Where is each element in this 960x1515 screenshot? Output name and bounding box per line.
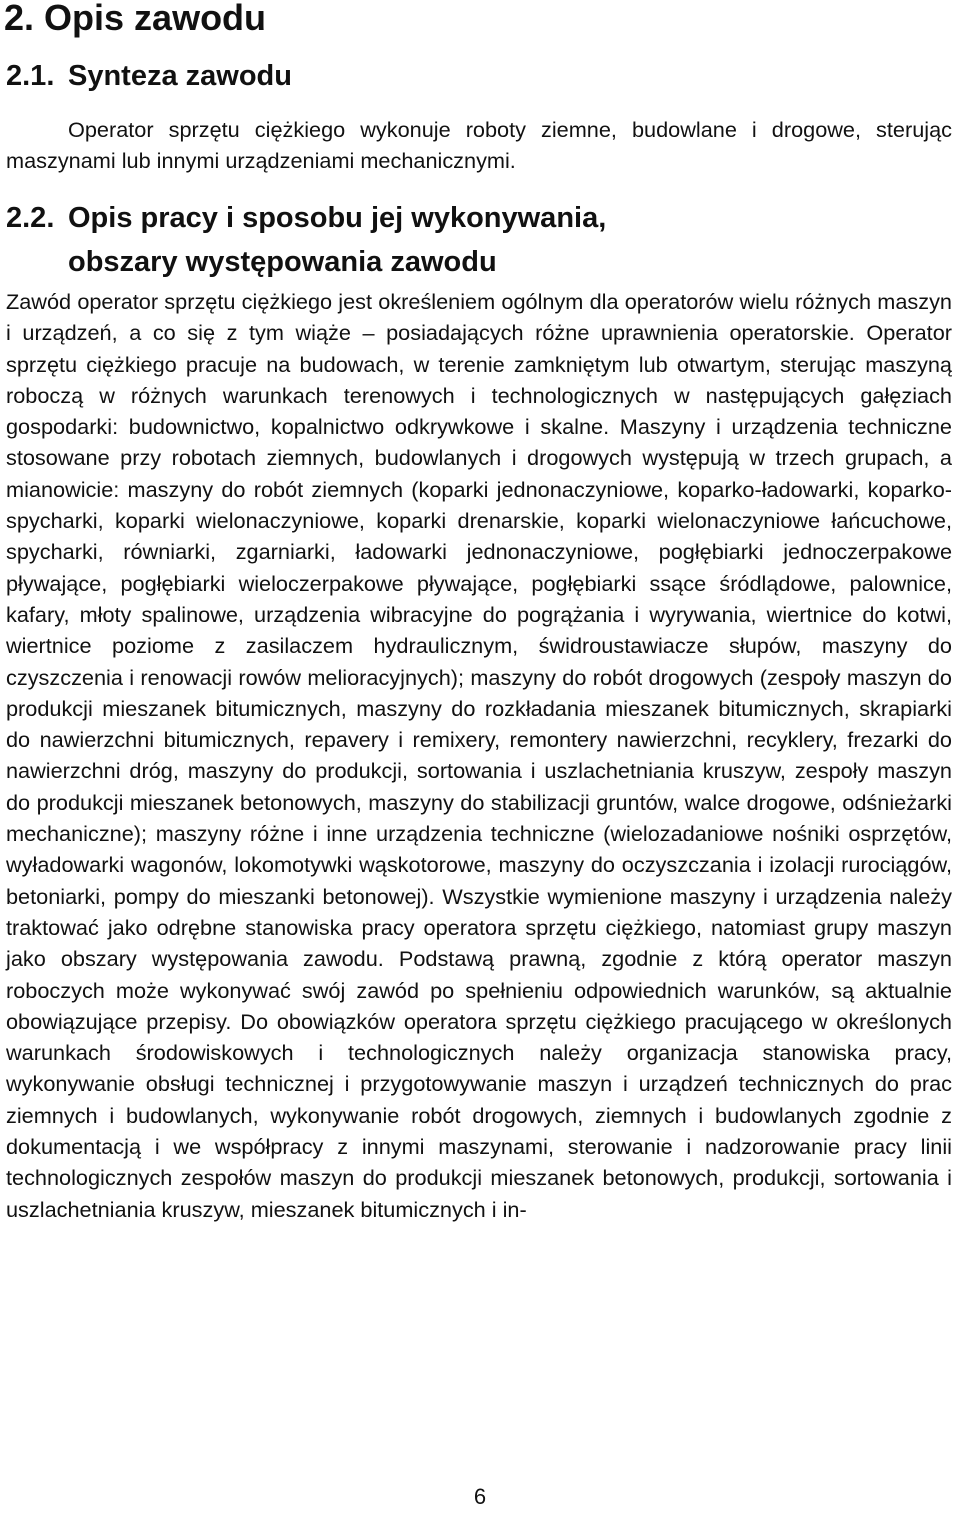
section-title-line1: Opis pracy i sposobu jej wykonywania, xyxy=(68,202,607,234)
synteza-paragraph xyxy=(6,114,952,177)
opis-pracy-paragraph xyxy=(6,286,952,1225)
synteza-text: Operator sprzętu ciężkiego wykonuje roboty ziemne, budowlane i drogowe, sterując maszynami lub innymi urządzeniami mechanicznymi. xyxy=(6,117,952,174)
section-title-line2: obszary występowania zawodu xyxy=(68,246,497,278)
section-number: 2.2. xyxy=(6,202,55,234)
opis-pracy-text: Zawód operator sprzętu ciężkiego jest określeniem ogólnym dla operatorów wielu różnych maszyn i urządzeń, a co się z tym wiąże – posiadających różne uprawnienia operatorskie. Operator sprzętu ciężkiego pracuje na budowach, w terenie zamkniętym lub otwartym, sterując maszyną roboczą w różnych warunkach terenowych i technologicznych w następujących gałęziach gospodarki: budownictwo, kopalnictwo odkrywkowe i skalne. Maszyny i urządzenia techniczne stosowane przy robotach ziemnych, budowlanych i drogowych występują w trzech grupach, a mianowicie: maszyny do robót ziemnych (koparki jednonaczyniowe, koparko-ładowarki, koparko-spycharki, koparki wielonaczyniowe, koparki drenarskie, koparki wielonaczyniowe łańcuchowe, spycharki, równiarki, zgarniarki, ładowarki jednonaczyniowe, pogłębiarki jednoczerpakowe pływające, pogłębiarki wieloczerpakowe pływające, pogłębiarki ssące śródlądowe, palownice, kafary, młoty spalinowe, urządzenia wibracyjne do pogrążania i wyrywania, wiertnice do kotwi, wiertnice poziome z zasilaczem hydraulicznym, świdroustawiacze słupów, maszyny do czyszczenia i renowacji rowów melioracyjnych); maszyny do robót drogowych (zespoły maszyn do produkcji mieszanek bitumicznych, maszyny do rozkładania mieszanek bitumicznych, skrapiarki do nawierzchni bitumicznych, repavery i remixery, remontery nawierzchni, recyklery, frezarki do nawierzchni dróg, maszyny do produkcji, sortowania i uszlachetniania kruszyw, zespoły maszyn do produkcji mieszanek betonowych, maszyny do stabilizacji gruntów, walce drogowe, odśnieżarki mechaniczne); maszyny różne i inne urządzenia techniczne (wielozadaniowe nośniki osprzętów, wyładowarki wagonów, lokomotywki wąskotorowe, maszyny do oczyszczania i izolacji rurociągów, betoniarki, pompy do mieszanki betonowej). Wszystkie wymienione maszyny i urządzenia należy traktować jako odrębne stanowiska pracy operatora sprzętu ciężkiego, natomiast grupy maszyn jako obszary występowania zawodu. Podstawą prawną, zgodnie z którą operator maszyn roboczych może wykonywać swój zawód po spełnieniu odpowiednich warunków, są aktualnie obowiązujące przepisy. Do obowiązków operatora sprzętu ciężkiego pracującego w określonych warunkach środowiskowych i technologicznych należy organizacja stanowiska pracy, wykonywanie obsługi technicznej i przygotowywanie maszyn i urządzeń technicznych do prac ziemnych i budowlanych, wykonywanie robót drogowych, ziemnych i budowlanych zgodnie z dokumentacją i we współpracy z innymi maszynami, sterowanie i nadzorowanie pracy linii technologicznych zespołów maszyn do produkcji mieszanek betonowych, produkcji, sortowania i uszlachetniania kruszyw, mieszanek bitumicznych i in- xyxy=(6,289,952,1222)
section-heading-opis-pracy xyxy=(6,196,606,284)
page-number: 6 xyxy=(473,1484,487,1509)
section-number: 2.1. xyxy=(6,60,55,92)
section-heading-synteza xyxy=(6,58,292,94)
section-title: Synteza zawodu xyxy=(68,60,292,92)
page-heading: 2. Opis zawodu xyxy=(4,0,267,38)
